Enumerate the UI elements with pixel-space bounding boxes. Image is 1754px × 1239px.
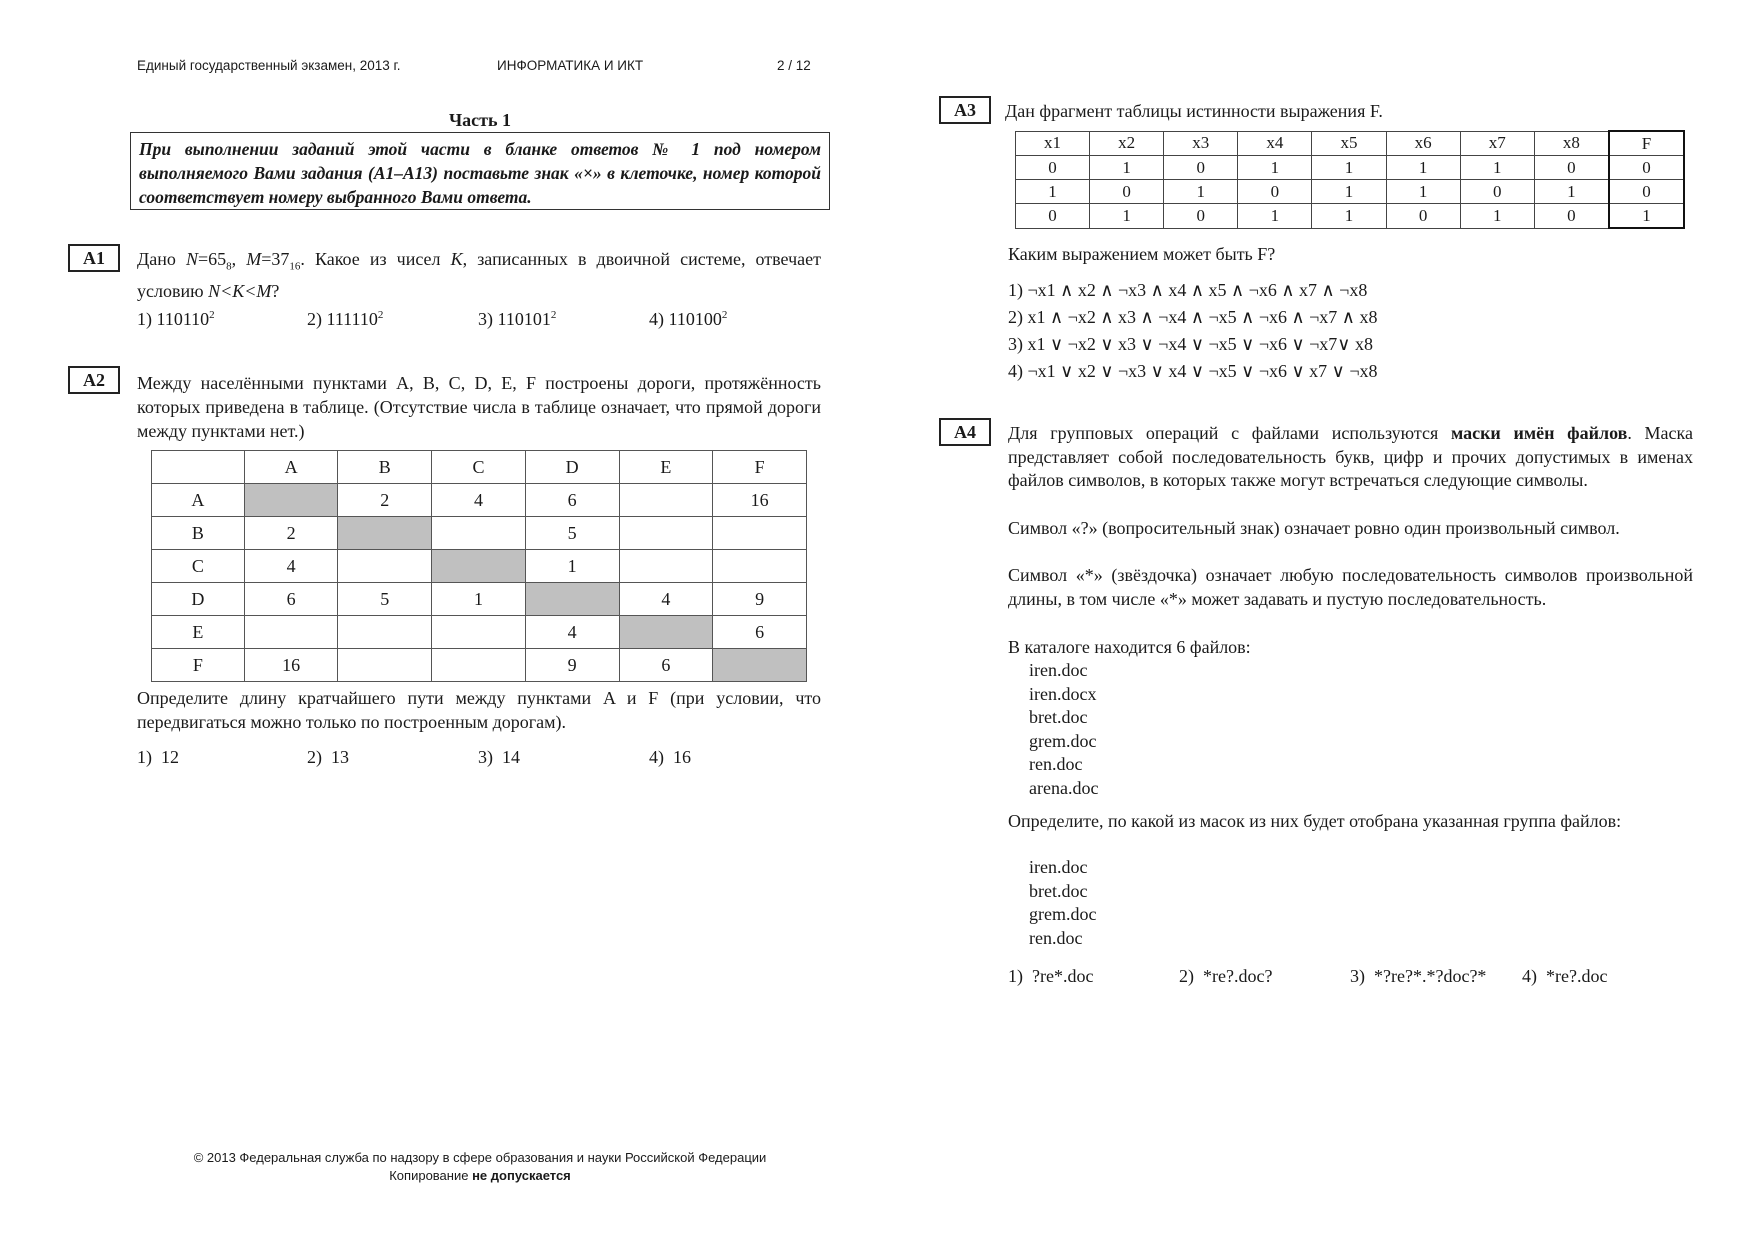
road-cell: 9: [713, 583, 807, 616]
road-cell: 9: [525, 649, 619, 682]
a2-option-3[interactable]: 3) 14: [478, 747, 520, 767]
road-cell: D: [152, 583, 245, 616]
road-cell: [338, 550, 432, 583]
selected-file-item: iren.doc: [1029, 857, 1088, 877]
a1-options: [137, 309, 837, 335]
road-cell: [713, 550, 807, 583]
file-list: [1029, 659, 1098, 800]
selected-file-item: ren.doc: [1029, 927, 1083, 948]
road-cell: [619, 517, 713, 550]
truth-cell: 0: [1016, 156, 1090, 180]
truth-cell-f: 1: [1609, 204, 1684, 229]
a3-option-4[interactable]: 4) ¬x1 ∨ x2 ∨ ¬x3 ∨ x4 ∨ ¬x5 ∨ ¬x6 ∨ x7 ∨ ¬x8: [1008, 361, 1378, 381]
road-cell: [713, 517, 807, 550]
road-header-cell: A: [244, 451, 338, 484]
road-cell: 4: [619, 583, 713, 616]
road-header-cell: C: [432, 451, 526, 484]
truth-header-cell: x3: [1164, 131, 1238, 156]
truth-cell: 1: [1238, 204, 1312, 229]
road-table-row: [152, 517, 807, 550]
a2-option-2[interactable]: 2) 13: [307, 747, 349, 767]
road-cell: [338, 649, 432, 682]
truth-cell: 1: [1016, 180, 1090, 204]
truth-table: [1015, 130, 1685, 229]
a4-option-3[interactable]: 3) *?re?*.*?doc?*: [1350, 966, 1487, 986]
road-cell: [619, 484, 713, 517]
road-cell: 1: [432, 583, 526, 616]
road-table-row: [152, 583, 807, 616]
file-item: grem.doc: [1029, 730, 1097, 751]
road-cell: [619, 550, 713, 583]
a3-option-3[interactable]: 3) x1 ∨ ¬x2 ∨ x3 ∨ ¬x4 ∨ ¬x5 ∨ ¬x6 ∨ ¬x7∨ x8: [1008, 334, 1373, 354]
truth-cell: 0: [1090, 180, 1164, 204]
truth-cell: 1: [1460, 204, 1534, 229]
road-cell: [432, 616, 526, 649]
a1-option-2[interactable]: 2) 111110 2: [307, 309, 384, 329]
file-item: bret.doc: [1029, 707, 1088, 727]
road-cell: 1: [525, 550, 619, 583]
road-cell: [432, 517, 526, 550]
truth-header-cell: x2: [1090, 131, 1164, 156]
road-cell: 2: [244, 517, 338, 550]
truth-header-cell: x7: [1460, 131, 1534, 156]
truth-cell: 0: [1164, 156, 1238, 180]
a4-option-2[interactable]: 2) *re?.doc?: [1179, 966, 1273, 986]
road-cell: 5: [525, 517, 619, 550]
truth-cell: 1: [1090, 156, 1164, 180]
road-cell-diagonal: [525, 583, 619, 616]
a3-intro: Дан фрагмент таблицы истинности выражения F.: [1005, 101, 1383, 121]
road-table: [151, 450, 807, 682]
truth-cell: 0: [1238, 180, 1312, 204]
road-header-cell: B: [338, 451, 432, 484]
a4-asterisk-rule: Символ «*» (звёздочка) означает любую последовательность символов произвольной длины, в том числе «*» может задавать и пустую последовательность.: [1008, 565, 1693, 609]
a3-option-1[interactable]: 1) ¬x1 ∧ x2 ∧ ¬x3 ∧ x4 ∧ x5 ∧ ¬x6 ∧ x7 ∧ ¬x8: [1008, 280, 1368, 300]
header-subject: ИНФОРМАТИКА И ИКТ: [497, 58, 644, 73]
truth-table-row: [1016, 156, 1685, 180]
a2-followup-question: Определите длину кратчайшего пути между пунктами A и F (при условии, что передвигаться можно только по построенным дорогам).: [137, 688, 821, 732]
a3-option-2[interactable]: 2) x1 ∧ ¬x2 ∧ x3 ∧ ¬x4 ∧ ¬x5 ∧ ¬x6 ∧ ¬x7 ∧ x8: [1008, 307, 1378, 327]
a4-question-mark-rule: Символ «?» (вопросительный знак) означает ровно один произвольный символ.: [1008, 518, 1620, 538]
truth-cell: 1: [1238, 156, 1312, 180]
truth-table-row: [1016, 204, 1685, 229]
truth-header-cell: x1: [1016, 131, 1090, 156]
truth-table-row: [1016, 180, 1685, 204]
road-cell-diagonal: [619, 616, 713, 649]
road-cell: 6: [244, 583, 338, 616]
road-cell-diagonal: [338, 517, 432, 550]
road-cell: [244, 616, 338, 649]
truth-cell: 1: [1164, 180, 1238, 204]
road-cell: 2: [338, 484, 432, 517]
part-instruction: При выполнении заданий этой части в бланке ответов № 1 под номером выполняемого Вами задания (А1–А13) поставьте знак «×» в клеточке, номер которой соответствует номеру выбранного Вами ответа.: [130, 132, 830, 210]
a3-question: Каким выражением может быть F?: [1008, 244, 1276, 264]
road-cell: [432, 649, 526, 682]
road-table-row: [152, 649, 807, 682]
truth-header-cell: x5: [1312, 131, 1386, 156]
part-title: Часть 1: [448, 110, 512, 130]
task-label-a3: А3: [939, 96, 991, 124]
road-table-row: [152, 484, 807, 517]
a1-option-1[interactable]: 1) 110110 2: [137, 309, 215, 329]
road-cell: 4: [432, 484, 526, 517]
road-cell: 6: [713, 616, 807, 649]
file-item: ren.doc: [1029, 754, 1083, 774]
road-cell: E: [152, 616, 245, 649]
road-cell: B: [152, 517, 245, 550]
a4-option-1[interactable]: 1) ?re*.doc: [1008, 966, 1094, 986]
a1-option-4[interactable]: 4) 110100 2: [649, 309, 728, 329]
task-label-a4: А4: [939, 418, 991, 446]
header-page-number: 2 / 12: [777, 58, 811, 73]
truth-header-cell: x6: [1386, 131, 1460, 156]
road-cell: 16: [244, 649, 338, 682]
road-cell-diagonal: [244, 484, 338, 517]
road-table-row: [152, 550, 807, 583]
road-cell: 6: [619, 649, 713, 682]
road-cell: 6: [525, 484, 619, 517]
truth-cell: 0: [1016, 204, 1090, 229]
road-cell: [338, 616, 432, 649]
truth-cell: 0: [1386, 204, 1460, 229]
file-item: iren.doc: [1029, 660, 1088, 680]
file-item: arena.doc: [1029, 777, 1099, 798]
truth-table-header: [1016, 131, 1685, 156]
selected-file-list: [1029, 856, 1096, 950]
a1-option-3[interactable]: 3) 110101 2: [478, 309, 557, 329]
road-table-header: [152, 451, 807, 484]
a2-option-4[interactable]: 4) 16: [649, 747, 691, 767]
a4-option-4[interactable]: 4) *re?.doc: [1522, 966, 1608, 986]
truth-cell: 0: [1164, 204, 1238, 229]
road-cell: 5: [338, 583, 432, 616]
task-label-a1: А1: [68, 244, 120, 272]
road-cell-diagonal: [432, 550, 526, 583]
truth-header-cell: x4: [1238, 131, 1312, 156]
selected-file-item: bret.doc: [1029, 880, 1088, 901]
road-header-cell: E: [619, 451, 713, 484]
truth-cell-f: 0: [1609, 156, 1684, 180]
truth-cell: 1: [1090, 204, 1164, 229]
a2-options: [137, 747, 837, 773]
a4-options: [1008, 966, 1698, 992]
truth-cell: 1: [1312, 156, 1386, 180]
truth-cell: 1: [1312, 204, 1386, 229]
truth-cell: 0: [1534, 156, 1609, 180]
a1-question: Дано $N=65_8$, $M=37_{16}$. Какое из чисел K, записанных в двоичной системе, отвечает условию N<K<M?: [137, 249, 821, 301]
truth-cell: 1: [1460, 156, 1534, 180]
a4-description: Для групповых операций с файлами используются маски имён файлов. Маска представляет собой последовательность букв, цифр и прочих допустимых в именах файлов символов, в которых также могут встречаться следующие символы.: [1008, 423, 1694, 490]
selected-file-item: grem.doc: [1029, 904, 1097, 924]
truth-cell: 0: [1460, 180, 1534, 204]
road-cell: F: [152, 649, 245, 682]
truth-cell: 1: [1534, 180, 1609, 204]
truth-cell: 1: [1386, 156, 1460, 180]
road-cell: 4: [244, 550, 338, 583]
truth-cell-f: 0: [1609, 180, 1684, 204]
a4-catalog-intro: В каталоге находится 6 файлов:: [1008, 637, 1251, 657]
a2-question: Между населёнными пунктами A, B, C, D, E, F построены дороги, протяжённость которых приведена в таблице. (Отсутствие числа в таблице означает, что прямой дороги между пунктами нет.): [137, 373, 821, 441]
road-cell: C: [152, 550, 245, 583]
road-table-row: [152, 616, 807, 649]
a4-question: Определите, по какой из масок из них будет отобрана указанная группа файлов:: [1008, 811, 1622, 831]
road-header-cell: [152, 451, 245, 484]
truth-cell: 0: [1534, 204, 1609, 229]
road-cell-diagonal: [713, 649, 807, 682]
road-cell: 4: [525, 616, 619, 649]
a3-options: [1008, 277, 1377, 385]
road-cell: 16: [713, 484, 807, 517]
truth-cell: 1: [1312, 180, 1386, 204]
truth-header-cell-f: F: [1609, 131, 1684, 156]
header-exam-title: Единый государственный экзамен, 2013 г.: [137, 58, 401, 73]
footer-copy-notice: Копирование не допускается: [389, 1168, 571, 1183]
footer-copyright: © 2013 Федеральная служба по надзору в сфере образования и науки Российской Федерации: [193, 1150, 767, 1165]
truth-header-cell: x8: [1534, 131, 1609, 156]
road-cell: A: [152, 484, 245, 517]
road-header-cell: D: [525, 451, 619, 484]
task-label-a2: А2: [68, 366, 120, 394]
road-header-cell: F: [713, 451, 807, 484]
file-item: iren.docx: [1029, 683, 1097, 704]
truth-cell: 1: [1386, 180, 1460, 204]
a2-option-1[interactable]: 1) 12: [137, 747, 179, 767]
